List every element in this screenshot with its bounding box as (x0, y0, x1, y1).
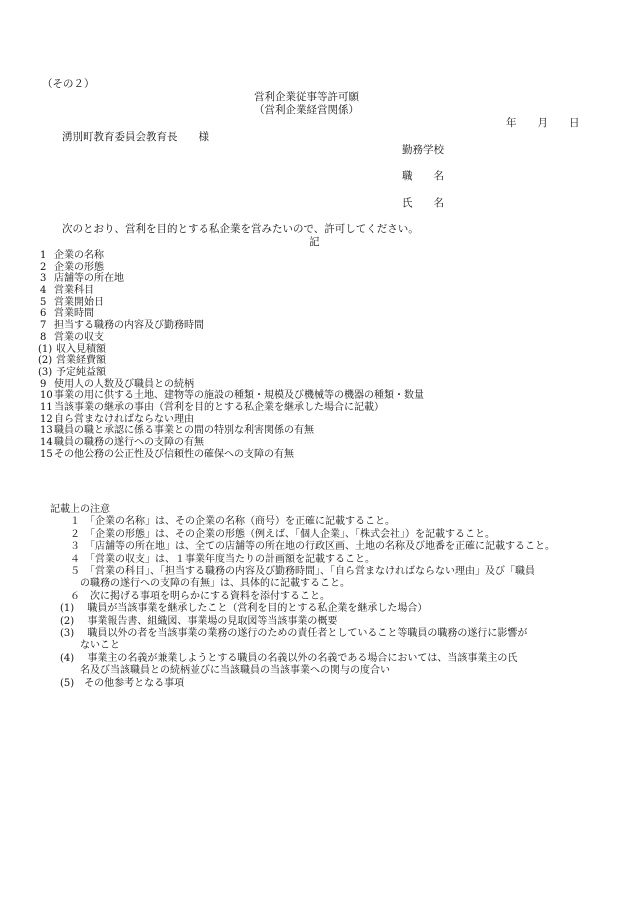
note-line: ２ 「企業の形態」は、その企業の形態（例えば、「個人企業」、「株式会社」）を記載すること。 (50, 528, 495, 540)
form-subtitle: （営利企業経営関係） (254, 104, 359, 116)
intro-text: 次のとおり、営利を目的とする私企業を営みたいので、許可してください。 (62, 223, 419, 235)
school-label: 勤務学校 (402, 144, 444, 156)
note-line: ５ 「営業の科目」、「担当する職務の内容及び勤務時間」、「自ら営まなければならない理由」及び「職員 (50, 566, 535, 578)
note-line: (5) その他参考となる事項 (50, 677, 185, 689)
note-line: (2) 事業報告書、組織図、事業場の見取図等当該事業の概要 (50, 615, 338, 627)
note-line: 名及び当該職員との続柄並びに当該職員の当該事業への関与の度合い (50, 665, 390, 677)
list-subitem: (1) 収入見積額 (38, 343, 106, 355)
list-item: 8 営業の収支 (40, 331, 104, 343)
note-line: の職務の遂行への支障の有無」は、具体的に記載すること。 (50, 578, 350, 590)
list-item: 11当該事業の継承の事由（営利を目的とする私企業を継承した場合に記載） (40, 401, 384, 413)
list-subitem: (2) 営業経費額 (38, 355, 106, 367)
list-item: 3 店舗等の所在地 (40, 273, 124, 285)
list-item: 6 営業時間 (40, 308, 94, 320)
note-line: ３ 「店舗等の所在地」は、全ての店舗等の所在地の行政区画、土地の名称及び地番を正確に記載すること。 (50, 541, 555, 553)
list-item: 4 営業科目 (40, 285, 94, 297)
notes-section (50, 504, 555, 690)
note-line: ４ 「営業の収支」は、１事業年度当たりの計画額を記載すること。 (50, 553, 375, 565)
list-item: 15その他公務の公正性及び信頼性の確保への支障の有無 (40, 448, 294, 460)
form-title: 営利企業従事等許可願 (254, 91, 359, 103)
list-item: 12自ら営まなければならない理由 (40, 413, 194, 425)
list-item: 10事業の用に供する土地、建物等の施設の種類・規模及び機械等の機器の種類・数量 (40, 390, 424, 402)
item-list (40, 250, 424, 460)
list-item: 5 営業開始日 (40, 296, 104, 308)
list-item: 9 使用人の人数及び職員との続柄 (40, 378, 194, 390)
form-number: （その２） (42, 78, 95, 90)
note-line: １ 「企業の名称」は、その企業の名称（商号）を正確に記載すること。 (50, 516, 395, 528)
notes-title: 記載上の注意 (50, 504, 110, 515)
note-line: (3) 職員以外の者を当該事業の業務の遂行のための責任者としていること等職員の職務の遂行に影響が (50, 628, 528, 640)
list-item: 14職員の職務の遂行への支障の有無 (40, 437, 204, 448)
note-line: ないこと (50, 640, 120, 652)
name-label: 氏 名 (402, 197, 444, 209)
list-item: 7 担当する職務の内容及び勤務時間 (40, 320, 204, 332)
note-line: (1) 職員が当該事業を継承したこと（営利を目的とする私企業を継承した場合） (50, 603, 428, 615)
list-item: 2 企業の形態 (40, 261, 104, 273)
list-item: 13職員の職と承認に係る事業との間の特別な利害関係の有無 (40, 425, 314, 437)
list-item: 1 企業の名称 (40, 250, 104, 261)
note-line: (4) 事業主の名義が兼業しようとする職員の名義以外の名義である場合においては、当該事業主の氏 (50, 652, 518, 664)
date-field: 年 月 日 (506, 117, 580, 129)
list-subitem: (3) 予定純益額 (38, 366, 106, 378)
addressee: 湧別町教育委員会教育長 様 (62, 131, 209, 143)
note-line: ６ 次に掲げる事項を明らかにする資料を添付すること。 (50, 590, 330, 602)
ki-label: 記 (309, 236, 320, 248)
position-label: 職 名 (402, 170, 444, 182)
